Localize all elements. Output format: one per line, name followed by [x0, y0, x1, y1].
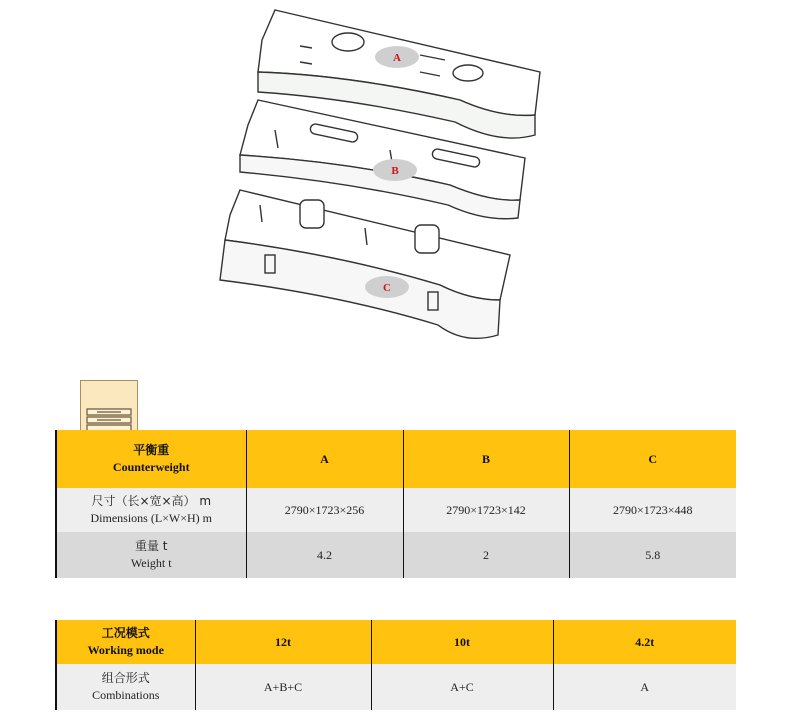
- counterweight-drawing: [200, 0, 560, 360]
- table-cell: 2: [403, 532, 569, 578]
- column-header: 12t: [195, 620, 371, 664]
- column-header: C: [569, 430, 736, 488]
- table-row: [56, 488, 736, 532]
- table-cell: 2790×1723×256: [246, 488, 403, 532]
- table-cell: 2790×1723×448: [569, 488, 736, 532]
- working-mode-en: Working mode: [87, 643, 164, 657]
- table-row: [56, 664, 736, 710]
- table-header-row: [56, 620, 736, 664]
- dimensions-cn: 尺寸（长×宽×高） m: [91, 494, 212, 508]
- table-cell: A+B+C: [195, 664, 371, 710]
- label-b: B: [391, 165, 399, 177]
- row-label: [56, 488, 246, 532]
- row-label: [56, 532, 246, 578]
- column-header: A: [246, 430, 403, 488]
- working-mode-cn: 工况模式: [101, 626, 150, 640]
- column-header: B: [403, 430, 569, 488]
- counterweight-cn: 平衡重: [133, 443, 170, 457]
- table-cell: A+C: [371, 664, 553, 710]
- column-header: 10t: [371, 620, 553, 664]
- weight-cn: 重量 t: [134, 539, 168, 553]
- counterweight-en: Counterweight: [112, 460, 190, 474]
- header-cell: [56, 430, 246, 488]
- table-cell: 4.2: [246, 532, 403, 578]
- combinations-en: Combinations: [92, 688, 160, 702]
- label-a: A: [393, 52, 401, 64]
- header-cell: [56, 620, 195, 664]
- table-cell: 5.8: [569, 532, 736, 578]
- dimensions-en: Dimensions (L×W×H) m: [90, 511, 213, 525]
- table-row: [56, 532, 736, 578]
- counterweight-illustration: [200, 0, 560, 360]
- weight-en: Weight t: [130, 556, 172, 570]
- table-header-row: [56, 430, 736, 488]
- row-label: [56, 664, 195, 710]
- column-header: 4.2t: [553, 620, 736, 664]
- counterweight-table: [55, 430, 736, 578]
- combinations-cn: 组合形式: [101, 671, 150, 685]
- table-cell: A: [553, 664, 736, 710]
- label-c: C: [383, 282, 391, 294]
- table-cell: 2790×1723×142: [403, 488, 569, 532]
- working-mode-table: [55, 620, 736, 710]
- stacked-blocks-icon: [80, 380, 138, 436]
